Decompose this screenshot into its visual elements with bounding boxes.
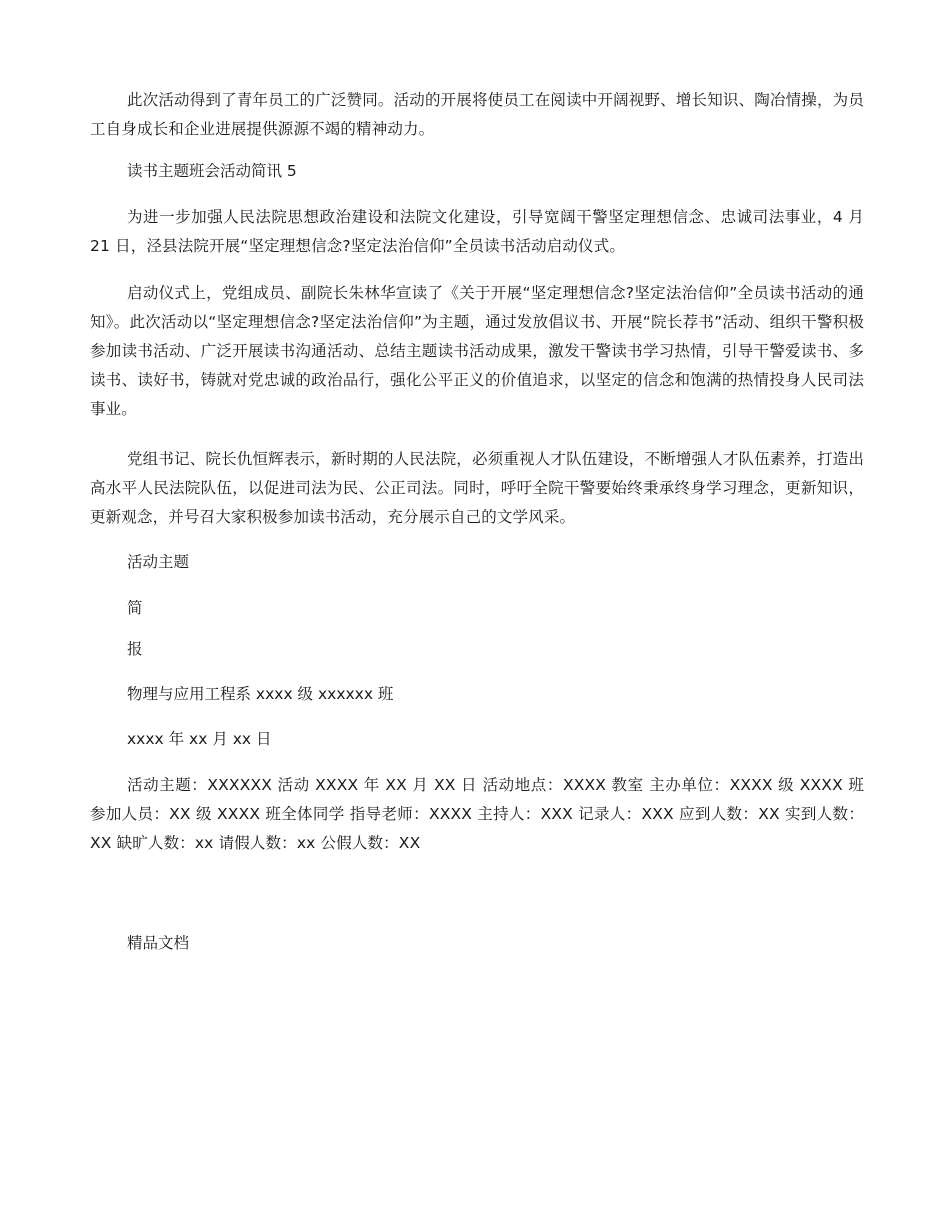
section-heading: 读书主题班会活动简讯 5 xyxy=(127,162,297,180)
short-line-topic: 活动主题 xyxy=(127,553,190,571)
details-paragraph: 活动主题：XXXXXX 活动 XXXX 年 XX 月 XX 日 活动地点：XXXX 教室 主办单位：XXXX 级 XXXX 班 参加人员：XX 级 XXXX 班全体同学 指导老师：XXXX 主持人：XXX 记录人：XXX 应到人数：XX 实到人数：XX 缺旷人数：xx 请假人数：xx 公假人数：XX xyxy=(90,776,864,852)
short-line-jian: 简 xyxy=(127,599,143,617)
paragraph-4: 党组书记、院长仇恒辉表示，新时期的人民法院，必须重视人才队伍建设，不断增强人才队伍素养，打造出高水平人民法院队伍，以促进司法为民、公正司法。同时，呼吁全院干警要始终秉承终身学习理念，更新知识，更新观念，并号召大家积极参加读书活动，充分展示自己的文学风采。 xyxy=(90,450,864,526)
paragraph-1: 此次活动得到了青年员工的广泛赞同。活动的开展将使员工在阅读中开阔视野、增长知识、陶冶情操，为员工自身成长和企业进展提供源源不竭的精神动力。 xyxy=(90,91,864,138)
short-line-date: xxxx 年 xx 月 xx 日 xyxy=(127,730,272,748)
short-line-department: 物理与应用工程系 xxxx 级 xxxxxx 班 xyxy=(127,685,394,703)
paragraph-2: 为进一步加强人民法院思想政治建设和法院文化建设，引导宽阔干警坚定理想信念、忠诚司法事业，4 月 21 日，泾县法院开展“坚定理想信念?坚定法治信仰”全员读书活动启动仪式。 xyxy=(90,208,864,255)
paragraph-3: 启动仪式上，党组成员、副院长朱林华宣读了《关于开展“坚定理想信念?坚定法治信仰”全员读书活动的通知》。此次活动以“坚定理想信念?坚定法治信仰”为主题，通过发放倡议书、开展“院长荐书”活动、组织干警积极参加读书活动、广泛开展读书沟通活动、总结主题读书活动成果，激发干警读书学习热情，引导干警爱读书、多读书、读好书，铸就对党忠诚的政治品行，强化公平正义的价值追求，以坚定的信念和饱满的热情投身人民司法事业。 xyxy=(90,284,864,418)
footer-label: 精品文档 xyxy=(127,934,190,952)
short-line-bao: 报 xyxy=(127,640,143,658)
